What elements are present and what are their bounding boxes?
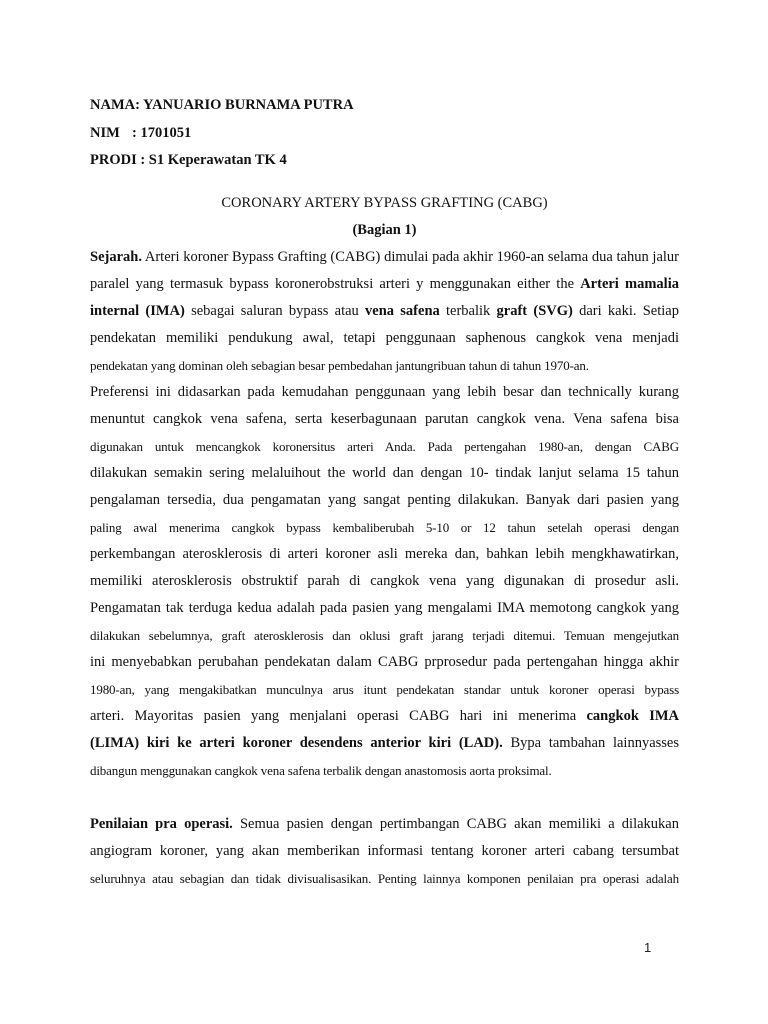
text-line: 1980-an, yang mengakibatkan munculnya arus itunt pendekatan standar untuk koroner operasi bypass <box>90 681 679 697</box>
text-line <box>90 730 679 757</box>
text-line: menuntut cangkok vena safena, serta keserbagunaan parutan cangkok vena. Vena safena bisa <box>90 410 679 427</box>
text-line: pendekatan yang dominan oleh sebagian besar pembedahan jantungribuan tahun di tahun 1970-an. <box>90 357 589 373</box>
sejarah-heading: Sejarah. <box>90 248 142 265</box>
document-subtitle: (Bagian 1) <box>352 221 417 238</box>
penilaian-heading: Penilaian pra operasi. <box>90 815 233 832</box>
bold-term: internal (IMA) <box>90 302 185 319</box>
text-line: dilakukan semakin sering melaluihout the world dan dengan 10- tindak lanjut selama 15 tahun <box>90 464 679 481</box>
bold-term: (LIMA) kiri ke arteri koroner desendens anterior kiri (LAD). <box>90 734 503 751</box>
nim-label: NIM <box>90 124 120 141</box>
text-line: digunakan untuk mencangkok koronersitus arteri Anda. Pada pertengahan 1980-an, dengan CABG <box>90 438 679 454</box>
text-line: memiliki aterosklerosis obstruktif parah di cangkok vena yang digunakan di prosedur asli. <box>90 572 679 589</box>
page-number: 1 <box>644 940 652 955</box>
bold-term: cangkok IMA <box>586 707 679 724</box>
document-content <box>90 92 679 892</box>
text-line: pendekatan memiliki pendukung awal, tetapi penggunaan saphenous cangkok vena menjadi <box>90 329 679 346</box>
text-line <box>90 703 679 730</box>
text-line: Preferensi ini didasarkan pada kemudahan penggunaan yang lebih besar dan technically kurang <box>90 383 679 400</box>
text-line: perkembangan aterosklerosis di arteri koroner asli mereka dan, bahkan lebih mengkhawatirkan, <box>90 545 679 562</box>
text-run: sebagai saluran bypass atau <box>184 302 366 319</box>
text-line <box>90 811 679 838</box>
text-line <box>90 271 679 298</box>
student-nim <box>90 120 679 148</box>
text-line: paling awal menerima cangkok bypass kembaliberubah 5-10 or 12 tahun setelah operasi dengan <box>90 519 679 535</box>
nim-value: : 1701051 <box>132 124 192 141</box>
text-run: dari kaki. Setiap <box>572 302 679 319</box>
bold-term: vena safena <box>365 302 440 319</box>
text-line: ini menyebabkan perubahan pendekatan dalam CABG prprosedur pada pertengahan hingga akhir <box>90 653 679 670</box>
paragraph-penilaian <box>90 811 679 892</box>
paragraph-sejarah <box>90 244 679 379</box>
text-line: dilakukan sebelumnya, graft aterosklerosis dan oklusi graft jarang terjadi ditemui. Temuan mengejutkan <box>90 627 679 643</box>
student-prodi: PRODI : S1 Keperawatan TK 4 <box>90 152 287 168</box>
text-run: paralel yang termasuk bypass koronerobstruksi arteri y menggunakan either the <box>90 275 581 292</box>
text-line: dibangun menggunakan cangkok vena safena terbalik dengan anastomosis aorta proksimal. <box>90 762 552 778</box>
student-name: NAMA: YANUARIO BURNAMA PUTRA <box>90 97 354 113</box>
text-run: Bypa tambahan lainnyasses <box>502 734 679 751</box>
text-line: pengalaman tersedia, dua pengamatan yang sangat penting dilakukan. Banyak dari pasien yang <box>90 491 679 508</box>
text-run: arteri. Mayoritas pasien yang menjalani operasi CABG hari ini menerima <box>90 707 587 724</box>
text-run: terbalik <box>439 302 497 319</box>
text-line: Pengamatan tak terduga kedua adalah pada pasien yang mengalami IMA memotong cangkok yang <box>90 599 679 616</box>
paragraph-preferensi <box>90 379 679 784</box>
text-run: Semua pasien dengan pertimbangan CABG akan memiliki a dilakukan <box>232 815 679 832</box>
text-run: Arteri koroner Bypass Grafting (CABG) dimulai pada akhir 1960-an selama dua tahun jalur <box>141 248 679 265</box>
text-line: seluruhnya atau sebagian dan tidak divisualisasikan. Penting lainnya komponen penilaian pra operasi adalah <box>90 870 679 886</box>
bold-term: Arteri mamalia <box>580 275 679 292</box>
text-line <box>90 244 679 271</box>
bold-term: graft (SVG) <box>496 302 573 319</box>
text-line: angiogram koroner, yang akan memberikan informasi tentang koroner arteri cabang tersumbat <box>90 842 679 859</box>
document-title: CORONARY ARTERY BYPASS GRAFTING (CABG) <box>221 194 548 211</box>
text-line <box>90 298 679 325</box>
